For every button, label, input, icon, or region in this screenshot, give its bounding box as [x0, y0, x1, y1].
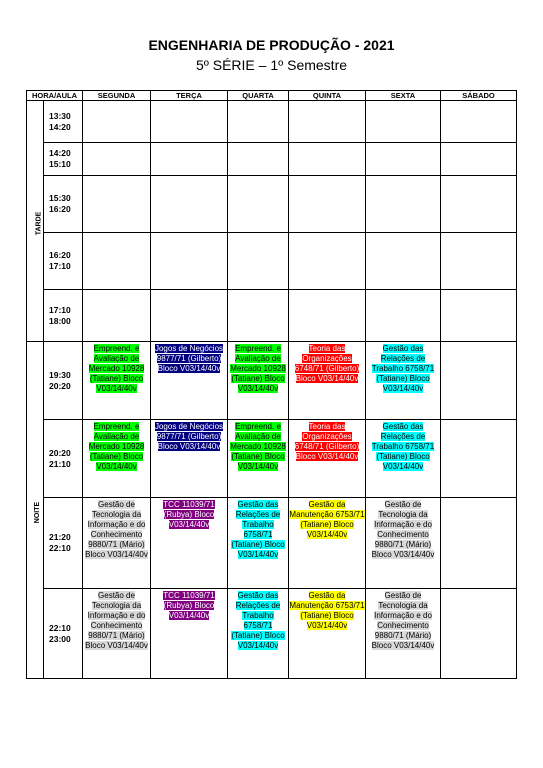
schedule-row	[27, 143, 517, 176]
schedule-cell	[151, 143, 228, 176]
schedule-cell	[441, 498, 517, 589]
class-cell: Gestão da Manutenção 6753/71 (Tatiane) Bloco V03/14/40v	[289, 589, 366, 679]
schedule-cell	[83, 101, 151, 143]
class-cell: Gestão das Relações de Trabalho 6758/71 (Tatiane) Bloco V03/14/40v	[228, 589, 289, 679]
schedule-cell	[366, 101, 441, 143]
time-slot: 17:10 18:00	[44, 290, 83, 342]
schedule-row	[27, 342, 517, 420]
time-slot: 21:20 22:10	[44, 498, 83, 589]
class-cell: Gestão de Tecnologia da Informação e do Conhecimento 9880/71 (Mário) Bloco V03/14/40v	[366, 498, 441, 589]
schedule-cell	[83, 176, 151, 233]
schedule-table	[26, 90, 517, 679]
class-cell: Jogos de Negócios 9877/71 (Gilberto) Bloco V03/14/40v	[151, 342, 228, 420]
class-cell: TCC 11039/71 (Rubya) Bloco V03/14/40v	[151, 498, 228, 589]
schedule-cell	[441, 420, 517, 498]
schedule-cell	[228, 101, 289, 143]
schedule-cell	[441, 290, 517, 342]
shift-label-afternoon: TARDE	[27, 101, 44, 342]
class-cell: Gestão da Manutenção 6753/71 (Tatiane) Bloco V03/14/40v	[289, 498, 366, 589]
header-row	[27, 91, 517, 101]
page-title: ENGENHARIA DE PRODUÇÃO - 2021	[148, 37, 395, 53]
class-cell: Empreend. e Avaliação de Mercado 10928 (Tatiane) Bloco V03/14/40v	[83, 420, 151, 498]
schedule-cell	[289, 290, 366, 342]
col-header-saturday: SÁBADO	[441, 91, 517, 101]
class-cell: TCC 11039/71 (Rubya) Bloco V03/14/40v	[151, 589, 228, 679]
page-subtitle: 5º SÉRIE – 1º Semestre	[195, 57, 348, 73]
schedule-cell	[228, 143, 289, 176]
class-cell: Gestão das Relações de Trabalho 6758/71 (Tatiane) Bloco V03/14/40v	[228, 498, 289, 589]
schedule-cell	[366, 143, 441, 176]
time-slot: 14:20 15:10	[44, 143, 83, 176]
class-cell: Jogos de Negócios 9877/71 (Gilberto) Bloco V03/14/40v	[151, 420, 228, 498]
schedule-cell	[151, 233, 228, 290]
time-slot: 13:30 14:20	[44, 101, 83, 143]
schedule-cell	[83, 233, 151, 290]
col-header-wednesday: QUARTA	[228, 91, 289, 101]
schedule-cell	[441, 176, 517, 233]
time-slot: 20:20 21:10	[44, 420, 83, 498]
shift-label-night: NOITE	[27, 342, 44, 679]
schedule-row	[27, 589, 517, 679]
schedule-cell	[441, 589, 517, 679]
schedule-cell	[441, 143, 517, 176]
schedule-cell	[83, 290, 151, 342]
time-slot: 16:20 17:10	[44, 233, 83, 290]
schedule-row	[27, 176, 517, 233]
schedule-cell	[366, 176, 441, 233]
col-header-thursday: QUINTA	[289, 91, 366, 101]
class-cell: Gestão de Tecnologia da Informação e do Conhecimento 9880/71 (Mário) Bloco V03/14/40v	[83, 498, 151, 589]
class-cell: Empreend. e Avaliação de Mercado 10928 (Tatiane) Bloco V03/14/40v	[228, 420, 289, 498]
col-header-tuesday: TERÇA	[151, 91, 228, 101]
time-slot: 22:10 23:00	[44, 589, 83, 679]
time-slot: 19:30 20:20	[44, 342, 83, 420]
schedule-cell	[289, 143, 366, 176]
class-cell: Gestão das Relações de Trabalho 6758/71 (Tatiane) Bloco V03/14/40v	[366, 342, 441, 420]
class-cell: Gestão das Relações de Trabalho 6758/71 (Tatiane) Bloco V03/14/40v	[366, 420, 441, 498]
schedule-row	[27, 101, 517, 143]
schedule-cell	[441, 101, 517, 143]
schedule-cell	[228, 176, 289, 233]
schedule-cell	[151, 101, 228, 143]
schedule-cell	[289, 233, 366, 290]
schedule-cell	[289, 101, 366, 143]
schedule-cell	[228, 233, 289, 290]
schedule-cell	[83, 143, 151, 176]
time-slot: 15:30 16:20	[44, 176, 83, 233]
schedule-cell	[366, 233, 441, 290]
schedule-cell	[228, 290, 289, 342]
schedule-cell	[441, 342, 517, 420]
class-cell: Empreend. e Avaliação de Mercado 10928 (Tatiane) Bloco V03/14/40v	[83, 342, 151, 420]
class-cell: Gestão de Tecnologia da Informação e do Conhecimento 9880/71 (Mário) Bloco V03/14/40v	[83, 589, 151, 679]
schedule-row	[27, 420, 517, 498]
schedule-cell	[366, 290, 441, 342]
class-cell: Teoria das Organizações 6748/71 (Gilberto) Bloco V03/14/40v	[289, 342, 366, 420]
schedule-cell	[289, 176, 366, 233]
class-cell: Gestão de Tecnologia da Informação e do Conhecimento 9880/71 (Mário) Bloco V03/14/40v	[366, 589, 441, 679]
class-cell: Empreend. e Avaliação de Mercado 10928 (Tatiane) Bloco V03/14/40v	[228, 342, 289, 420]
schedule-cell	[151, 290, 228, 342]
schedule-row	[27, 290, 517, 342]
schedule-cell	[441, 233, 517, 290]
schedule-cell	[151, 176, 228, 233]
schedule-row	[27, 233, 517, 290]
class-cell: Teoria das Organizações 6748/71 (Gilberto) Bloco V03/14/40v	[289, 420, 366, 498]
col-header-time: HORA/AULA	[27, 91, 83, 101]
col-header-friday: SEXTA	[366, 91, 441, 101]
col-header-monday: SEGUNDA	[83, 91, 151, 101]
schedule-row	[27, 498, 517, 589]
